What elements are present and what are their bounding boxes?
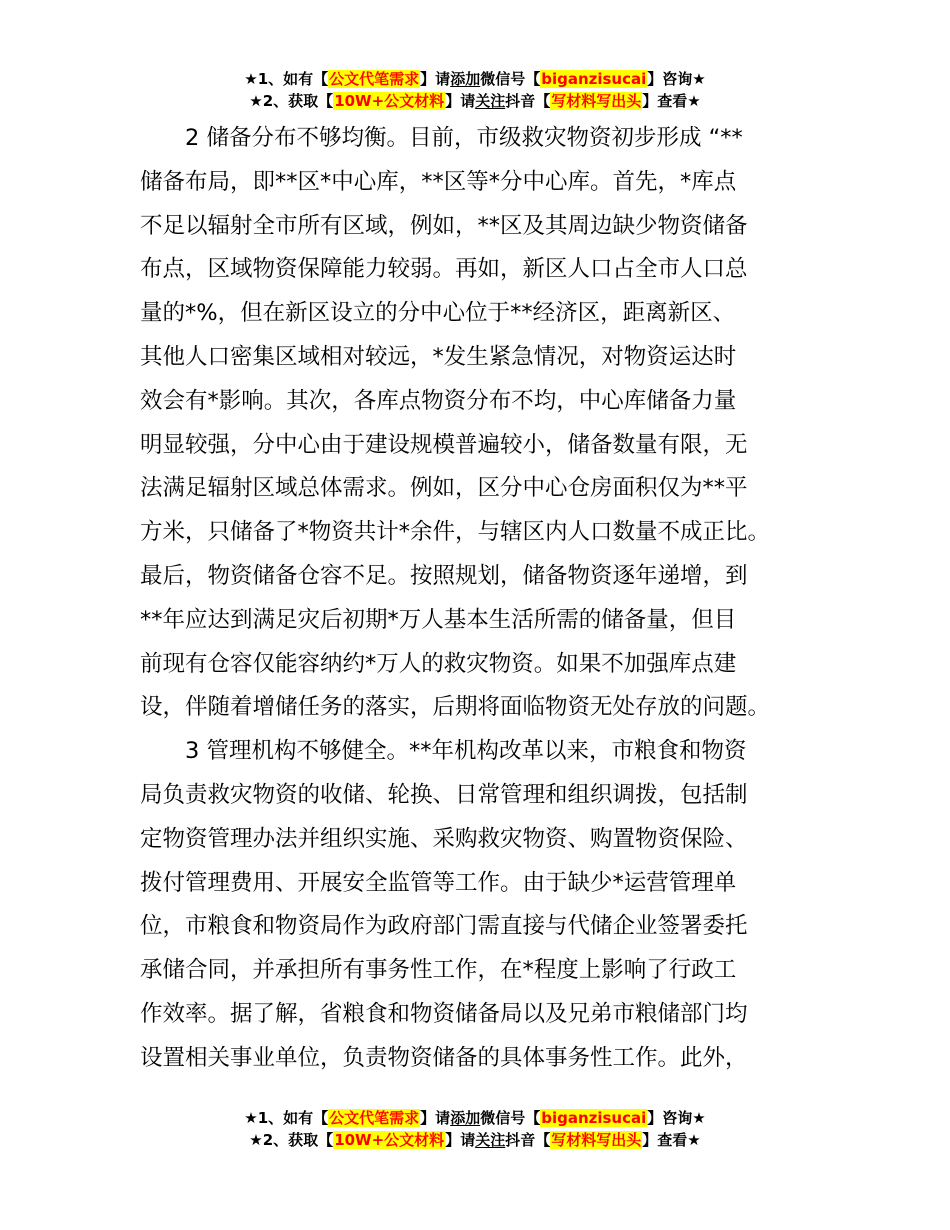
- highlight-materials: 10W+公文材料: [334, 1131, 445, 1149]
- paragraph-line: 承储合同，并承担所有事务性工作，在*程度上影响了行政工: [140, 957, 737, 984]
- banner-text: ★1、如有【: [244, 1109, 329, 1127]
- paragraph-line: 明显较强，分中心由于建设规模普遍较小，储备数量有限，无: [140, 431, 748, 458]
- banner-text: 】咨询★: [647, 1109, 706, 1127]
- paragraph-line: 方米，只储备了*物资共计*余件，与辖区内人口数量不成正比。: [140, 519, 771, 546]
- banner-line-2: [0, 90, 950, 112]
- banner-text: ★1、如有【: [244, 70, 329, 88]
- paragraph-line: 效会有*影响。其次，各库点物资分布不均，中心库储备力量: [140, 387, 737, 414]
- banner-text: 】咨询★: [647, 70, 706, 88]
- banner-text: 抖音【: [505, 1131, 551, 1149]
- header-banner: [0, 68, 950, 112]
- paragraph-distribution: [140, 117, 830, 730]
- highlight-service: 公文代笔需求: [329, 70, 420, 88]
- highlight-douyin-id: 写材料写出头: [551, 92, 642, 110]
- banner-text: 抖音【: [505, 92, 551, 110]
- paragraph-line: 设，伴随着增储任务的落实，后期将面临物资无处存放的问题。: [140, 694, 771, 721]
- paragraph-line: 拨付管理费用、开展安全监管等工作。由于缺少*运营管理单: [140, 869, 737, 896]
- banner-underlined-text: 添加: [450, 1109, 481, 1127]
- footer-banner: [0, 1107, 950, 1151]
- paragraph-line: 定物资管理办法并组织实施、采购救灾物资、购置物资保险、: [140, 825, 748, 852]
- banner-text: 】请: [420, 70, 451, 88]
- paragraph-line: 布点，区域物资保障能力较弱。再如，新区人口占全市人口总: [140, 256, 748, 283]
- banner-underlined-text: 关注: [475, 92, 506, 110]
- banner-line-1: [0, 68, 950, 90]
- paragraph-line: 不足以辐射全市所有区域，例如，**区及其周边缺少物资储备: [140, 212, 748, 239]
- banner-text: 】查看★: [642, 92, 701, 110]
- banner-line-1: [0, 1107, 950, 1129]
- highlight-wechat-id: biganzisucai: [541, 70, 647, 88]
- banner-line-2: [0, 1129, 950, 1151]
- banner-text: 】请: [420, 1109, 451, 1127]
- paragraph-line: 法满足辐射区域总体需求。例如，区分中心仓房面积仅为**平: [140, 475, 748, 502]
- banner-text: 】查看★: [642, 1131, 701, 1149]
- paragraph-line: 前现有仓容仅能容纳约*万人的救灾物资。如果不加强库点建: [140, 650, 737, 677]
- banner-text: 微信号【: [480, 1109, 541, 1127]
- paragraph-line: 最后，物资储备仓容不足。按照规划，储备物资逐年递增，到: [140, 562, 748, 589]
- paragraph-line: 局负责救灾物资的收储、轮换、日常管理和组织调拨，包括制: [140, 781, 748, 808]
- highlight-douyin-id: 写材料写出头: [551, 1131, 642, 1149]
- paragraph-line: 设置相关事业单位，负责物资储备的具体事务性工作。此外，: [140, 1044, 748, 1071]
- highlight-wechat-id: biganzisucai: [541, 1109, 647, 1127]
- paragraph-line: 储备布局，即**区*中心库，**区等*分中心库。首先，*库点: [140, 168, 737, 195]
- banner-text: 微信号【: [480, 70, 541, 88]
- paragraph-line: 3 管理机构不够健全。**年机构改革以来，市粮食和物资: [185, 738, 747, 765]
- paragraph-line: 量的*%，但在新区设立的分中心位于**经济区，距离新区、: [140, 300, 736, 327]
- highlight-materials: 10W+公文材料: [334, 92, 445, 110]
- paragraph-line: 2 储备分布不够均衡。目前，市级救灾物资初步形成 “**: [185, 125, 743, 151]
- banner-text: ★2、获取【: [249, 1131, 334, 1149]
- banner-underlined-text: 关注: [475, 1131, 506, 1149]
- document-body: [140, 117, 830, 1081]
- banner-text: 】请: [445, 1131, 476, 1149]
- paragraph-management: [140, 730, 830, 1080]
- paragraph-line: 作效率。据了解，省粮食和物资储备局以及兄弟市粮储部门均: [140, 1000, 748, 1027]
- paragraph-line: **年应达到满足灾后初期*万人基本生活所需的储备量，但目: [140, 606, 737, 633]
- paragraph-line: 位，市粮食和物资局作为政府部门需直接与代储企业签署委托: [140, 913, 748, 940]
- banner-text: ★2、获取【: [249, 92, 334, 110]
- banner-text: 】请: [445, 92, 476, 110]
- banner-underlined-text: 添加: [450, 70, 481, 88]
- highlight-service: 公文代笔需求: [329, 1109, 420, 1127]
- paragraph-line: 其他人口密集区域相对较远，*发生紧急情况，对物资运达时: [140, 343, 737, 370]
